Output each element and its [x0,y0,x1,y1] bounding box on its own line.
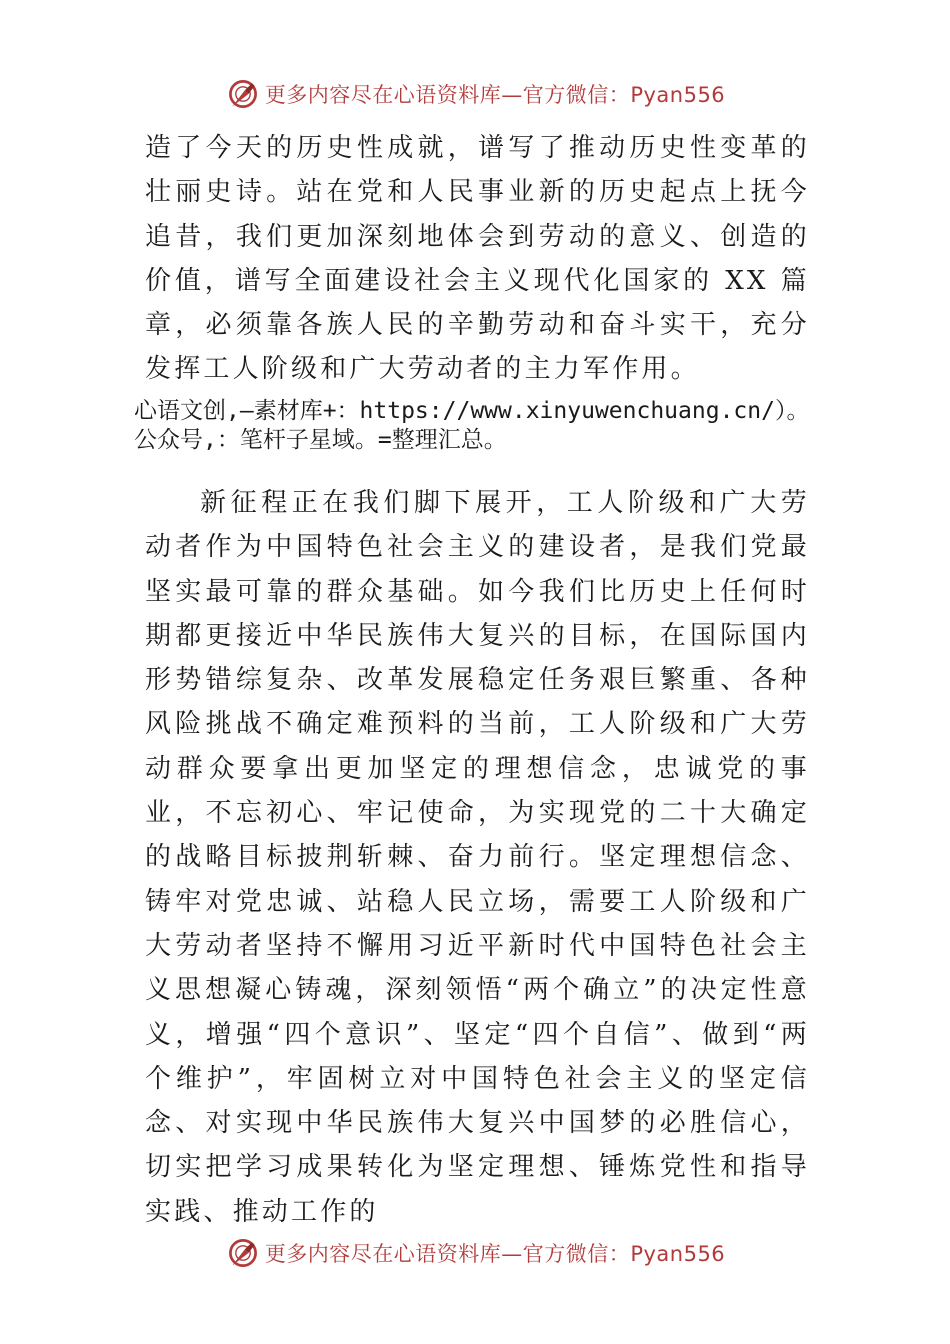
body-paragraph-2: 新征程正在我们脚下展开，工人阶级和广大劳动者作为中国特色社会主义的建设者，是我们党最坚实最可靠的群众基础。如今我们比历史上任何时期都更接近中华民族伟大复兴的目标，在国际国内形势错综复杂、改革发展稳定任务艰巨繁重、各种风险挑战不确定难预料的当前，工人阶级和广大劳动群众要拿出更加坚定的理想信念，忠诚党的事业，不忘初心、牢记使命，为实现党的二十大确定的战略目标披荆斩棘、奋力前行。坚定理想信念、铸牢对党忠诚、站稳人民立场，需要工人阶级和广大劳动者坚持不懈用习近平新时代中国特色社会主义思想凝心铸魂，深刻领悟“两个确立”的决定性意义，增强“四个意识”、坚定“四个自信”、做到“两个维护”，牢固树立对中国特色社会主义的坚定信念、对实现中华民族伟大复兴中国梦的必胜信心，切实把学习成果转化为坚定理想、锤炼党性和指导实践、推动工作的 [145,488,810,1227]
source-note: 心语文创,—素材库+：https://www.xinyuwenchuang.cn/）。公众号,：笔杆子星域。=整理汇总。 [134,398,810,453]
banner-text: 更多内容尽在心语资料库—官方微信：Pyan556 [264,83,726,107]
wechat-id: Pyan556 [630,83,726,107]
header-banner [0,74,950,114]
wechat-id: Pyan556 [630,1242,726,1266]
pen-nib-logo-icon [225,76,261,112]
footer-banner [0,1233,950,1273]
body-paragraph-1: 造了今天的历史性成就，谱写了推动历史性变革的壮丽史诗。站在党和人民事业新的历史起点上抚今追昔，我们更加深刻地体会到劳动的意义、创造的价值，谱写全面建设社会主义现代化国家的 XX 篇章，必须靠各族人民的辛勤劳动和奋斗实干，充分发挥工人阶级和广大劳动者的主力军作用。 [145,133,810,385]
pen-nib-logo-icon [225,1235,261,1271]
banner-text: 更多内容尽在心语资料库—官方微信：Pyan556 [264,1242,726,1266]
